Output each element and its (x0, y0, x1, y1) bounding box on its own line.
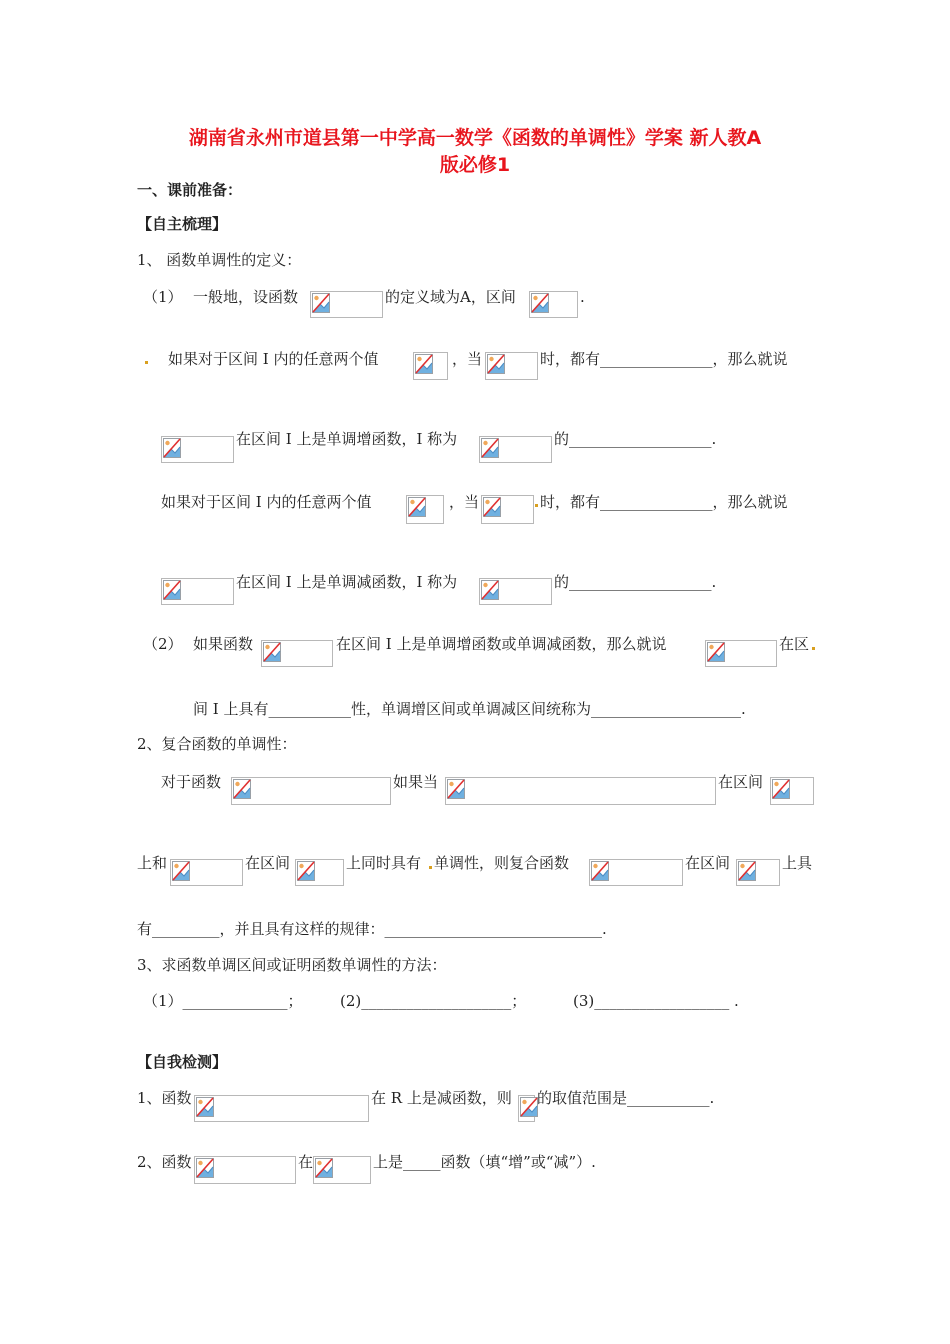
item-2: 2、复合函数的单调性： (137, 735, 297, 753)
doc-title-line1: 湖南省永州市道县第一中学高一数学《函数的单调性》学案 新人教A (188, 127, 762, 149)
method-1: （1）______________； (143, 992, 303, 1010)
comp-text-c: 在区间 (718, 773, 764, 791)
formula-image-icon (485, 352, 538, 380)
p2-text-c: 在区 (779, 635, 810, 653)
q1-text-b: 在 R 上是减函数，则 (371, 1089, 512, 1107)
formula-image-icon (161, 436, 234, 463)
marker-dot (535, 504, 538, 507)
formula-image-icon (529, 291, 578, 318)
formula-image-icon (705, 640, 777, 667)
comp-text-a: 对于函数 (161, 773, 222, 791)
formula-image-icon (518, 1095, 535, 1122)
dec-text-b: ，当 (449, 493, 480, 511)
formula-image-icon (231, 777, 391, 805)
p1-text-c: . (580, 288, 585, 306)
q2-text-c: 上是_____函数（填“增”或“减”）. (373, 1153, 596, 1171)
marker-dot (812, 647, 815, 650)
formula-image-icon (770, 777, 814, 805)
formula-image-icon (261, 640, 333, 667)
marker-dot (145, 361, 148, 364)
formula-image-icon (161, 578, 234, 605)
p1-text-b: 的定义域为A，区间 (385, 288, 516, 306)
comp-text-j: 有_________，并且具有这样的规律：_____________________________. (137, 920, 607, 938)
method-2: (2)____________________； (340, 992, 527, 1010)
method-3: (3)__________________ . (573, 992, 739, 1010)
doc-title-line2: 版必修1 (439, 154, 511, 176)
comp-text-b: 如果当 (393, 773, 439, 791)
inc-text-e: 的___________________. (554, 430, 717, 448)
q1-text-c: 的取值范围是___________. (537, 1089, 715, 1107)
p2-text-b: 在区间 I 上是单调增函数或单调减函数，那么就说 (336, 635, 667, 653)
comp-text-e: 在区间 (245, 854, 291, 872)
q2-text-a: 2、函数 (137, 1153, 192, 1171)
formula-image-icon (170, 859, 243, 886)
q1-text-a: 1、函数 (137, 1089, 192, 1107)
inc-text-b: ，当 (452, 350, 483, 368)
comp-text-f: 上同时具有 (346, 854, 422, 872)
comp-text-g: 单调性，则复合函数 (434, 854, 570, 872)
inc-text-c: 时，都有_______________，那么就说 (540, 350, 788, 368)
inc-text-a: 如果对于区间 I 内的任意两个值 (168, 350, 379, 368)
formula-image-icon (479, 436, 552, 463)
item-3: 3、求函数单调区间或证明函数单调性的方法： (137, 956, 447, 974)
formula-image-icon (413, 352, 448, 380)
dec-text-a: 如果对于区间 I 内的任意两个值 (161, 493, 372, 511)
item-1: 1、 函数单调性的定义： (137, 251, 302, 269)
formula-image-icon (736, 859, 780, 886)
formula-image-icon (313, 1156, 371, 1184)
dec-text-d: 在区间 I 上是单调减函数，I 称为 (236, 573, 458, 591)
p2-number: （2） (143, 635, 183, 653)
formula-image-icon (310, 291, 383, 318)
p2-text-a: 如果函数 (193, 635, 254, 653)
p2-text-d: 间 I 上具有___________性，单调增区间或单调减区间统称为____________________. (193, 700, 746, 718)
formula-image-icon (445, 777, 716, 805)
section-heading: 一、课前准备： (137, 181, 243, 199)
self-study-heading: 【自主梳理】 (137, 215, 228, 233)
comp-text-h: 在区间 (685, 854, 731, 872)
marker-dot (429, 866, 432, 869)
dec-text-e: 的___________________. (554, 573, 717, 591)
formula-image-icon (295, 859, 344, 886)
q2-text-b: 在 (298, 1153, 314, 1171)
formula-image-icon (481, 495, 534, 524)
comp-text-i: 上具 (782, 854, 813, 872)
formula-image-icon (406, 495, 444, 524)
dec-text-c: 时，都有_______________，那么就说 (540, 493, 788, 511)
self-check-heading: 【自我检测】 (137, 1053, 228, 1071)
formula-image-icon (589, 859, 683, 886)
formula-image-icon (194, 1095, 369, 1122)
comp-text-d: 上和 (137, 854, 168, 872)
formula-image-icon (194, 1156, 296, 1184)
inc-text-d: 在区间 I 上是单调增函数，I 称为 (236, 430, 458, 448)
p1-text-a: 一般地，设函数 (193, 288, 299, 306)
p1-number: （1） (143, 288, 183, 306)
formula-image-icon (479, 578, 552, 605)
